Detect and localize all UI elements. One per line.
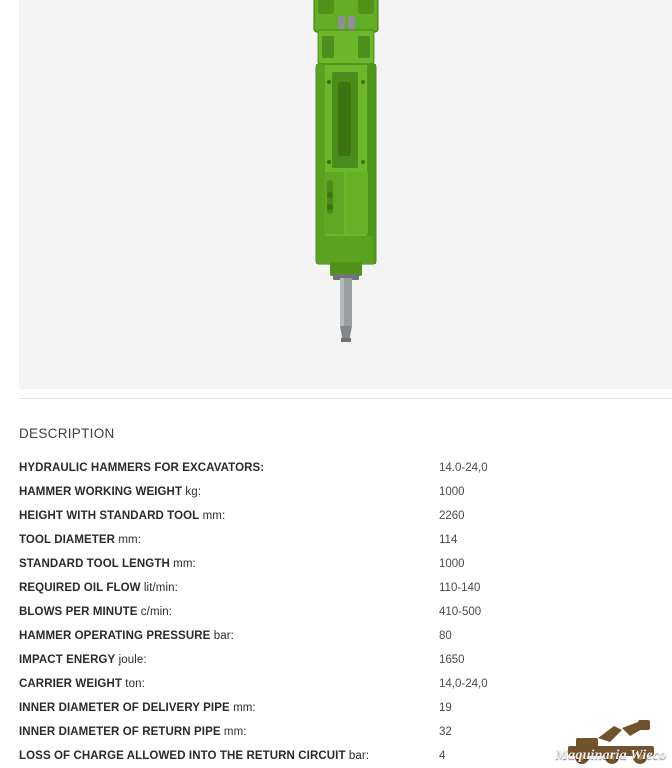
- spec-label: [19, 672, 439, 696]
- spec-label-text: HEIGHT WITH STANDARD TOOL: [19, 510, 200, 522]
- spec-label-text: IMPACT ENERGY: [19, 654, 116, 666]
- spec-value: 1650: [439, 654, 465, 666]
- spec-label: [19, 456, 439, 480]
- spec-value: 114: [439, 534, 458, 546]
- spec-value: 410-500: [439, 606, 482, 618]
- spec-label-unit: mm:: [115, 534, 142, 546]
- spec-label: [19, 624, 439, 648]
- watermark-text: Maquinaria Wieco: [555, 748, 667, 763]
- spec-label: [19, 552, 439, 576]
- description-heading: DESCRIPTION: [19, 426, 115, 441]
- table-row: [19, 648, 659, 672]
- spec-value: 1000: [439, 486, 465, 498]
- watermark-logo: [552, 716, 670, 768]
- green-hydraulic-breaker-hammer-icon: [286, 0, 406, 346]
- spec-label-unit: lit/min:: [140, 582, 178, 594]
- spec-label: [19, 528, 439, 552]
- product-image-panel: [19, 0, 672, 389]
- spec-label-text: INNER DIAMETER OF RETURN PIPE: [19, 726, 221, 738]
- spec-label: [19, 600, 439, 624]
- table-row: [19, 456, 659, 480]
- spec-label-unit: bar:: [210, 630, 234, 642]
- spec-label-text: LOSS OF CHARGE ALLOWED INTO THE RETURN CIRCUIT: [19, 750, 346, 762]
- spec-value: 1000: [439, 558, 465, 570]
- spec-value: 32: [439, 726, 452, 738]
- spec-label-unit: mm:: [169, 558, 196, 570]
- spec-label-text: CARRIER WEIGHT: [19, 678, 122, 690]
- spec-label-text: HAMMER WORKING WEIGHT: [19, 486, 183, 498]
- table-row: [19, 504, 659, 528]
- spec-value: 14.0-24,0: [439, 462, 488, 474]
- spec-value: 14,0-24,0: [439, 678, 488, 690]
- spec-label-unit: bar:: [345, 750, 370, 762]
- spec-label: [19, 504, 439, 528]
- spec-label: [19, 480, 439, 504]
- spec-label-text: BLOWS PER MINUTE: [19, 606, 138, 618]
- spec-value: 4: [439, 750, 446, 762]
- spec-label-unit: ton:: [121, 678, 145, 690]
- spec-label-text: HAMMER OPERATING PRESSURE: [19, 630, 211, 642]
- spec-label-text: REQUIRED OIL FLOW: [19, 582, 141, 594]
- table-row: [19, 480, 659, 504]
- spec-label-text: INNER DIAMETER OF DELIVERY PIPE: [19, 702, 230, 714]
- table-row: [19, 576, 659, 600]
- spec-value: 80: [439, 630, 452, 642]
- spec-label-text: HYDRAULIC HAMMERS FOR EXCAVATORS:: [19, 462, 265, 474]
- table-row: [19, 600, 659, 624]
- spec-label: [19, 576, 439, 600]
- spec-value: 19: [439, 702, 452, 714]
- table-row: [19, 552, 659, 576]
- spec-label-text: STANDARD TOOL LENGTH: [19, 558, 170, 570]
- spec-label-text: TOOL DIAMETER: [19, 534, 116, 546]
- spec-value: 2260: [439, 510, 465, 522]
- table-row: [19, 528, 659, 552]
- spec-value: 110-140: [439, 582, 481, 594]
- spec-label-unit: mm:: [220, 726, 247, 738]
- spec-label-unit: mm:: [229, 702, 256, 714]
- spec-label-unit: joule:: [115, 654, 147, 666]
- spec-label-unit: mm:: [199, 510, 226, 522]
- spec-label-unit: kg:: [182, 486, 202, 498]
- spec-label-unit: c/min:: [137, 606, 173, 618]
- section-divider: [19, 398, 672, 399]
- spec-label: [19, 744, 439, 768]
- table-row: [19, 624, 659, 648]
- page-left-gutter: [0, 0, 19, 768]
- table-row: [19, 672, 659, 696]
- spec-label: [19, 696, 439, 720]
- spec-label: [19, 720, 439, 744]
- spec-label: [19, 648, 439, 672]
